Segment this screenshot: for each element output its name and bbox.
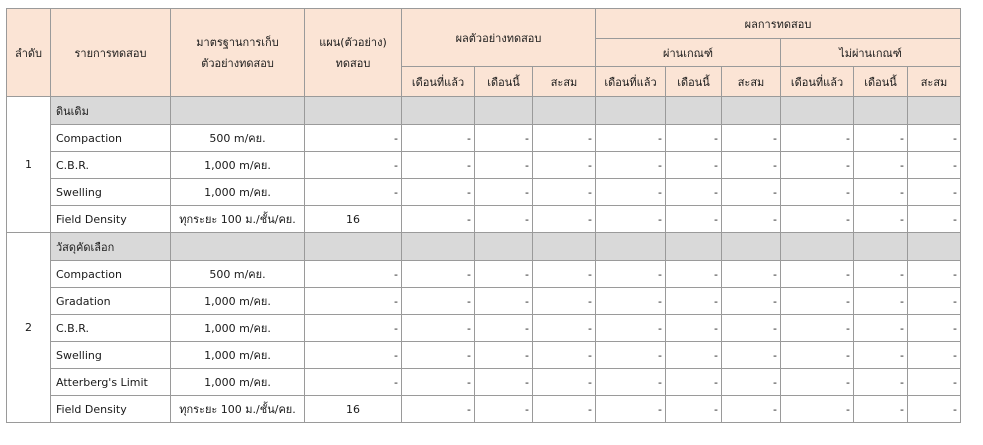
plan-value: -	[305, 179, 402, 206]
result-value: -	[854, 288, 908, 315]
plan-value: -	[305, 369, 402, 396]
result-value: -	[402, 342, 475, 369]
result-value: -	[854, 342, 908, 369]
result-value: -	[402, 206, 475, 233]
result-value: -	[854, 369, 908, 396]
header-sample-cumulative: สะสม	[533, 67, 596, 97]
table-row	[7, 206, 961, 233]
table-row	[7, 125, 961, 152]
group-number: 2	[7, 233, 51, 423]
result-value: -	[666, 342, 722, 369]
result-value: -	[908, 152, 961, 179]
result-value: -	[722, 288, 781, 315]
result-value: -	[666, 152, 722, 179]
test-item: Swelling	[51, 342, 171, 369]
sampling-standard: 500 m/คย.	[171, 261, 305, 288]
result-value: -	[722, 369, 781, 396]
table-row	[7, 261, 961, 288]
test-item: Swelling	[51, 179, 171, 206]
result-value: -	[475, 125, 533, 152]
result-value: -	[402, 396, 475, 423]
table-body	[7, 97, 961, 423]
sampling-standard: ทุกระยะ 100 ม./ชั้น/คย.	[171, 396, 305, 423]
test-item: Field Density	[51, 396, 171, 423]
group-header-cell	[854, 97, 908, 125]
group-header-cell	[908, 233, 961, 261]
result-value: -	[533, 315, 596, 342]
result-value: -	[596, 261, 666, 288]
sampling-standard: 1,000 m/คย.	[171, 315, 305, 342]
group-header-cell	[171, 233, 305, 261]
plan-value: -	[305, 288, 402, 315]
table-row	[7, 152, 961, 179]
result-value: -	[533, 288, 596, 315]
table-row	[7, 396, 961, 423]
result-value: -	[533, 125, 596, 152]
group-header-cell	[533, 97, 596, 125]
header-fail-cumulative: สะสม	[908, 67, 961, 97]
result-value: -	[781, 206, 854, 233]
result-value: -	[533, 261, 596, 288]
header-pass-cumulative: สะสม	[722, 67, 781, 97]
result-value: -	[722, 152, 781, 179]
group-header-row	[7, 233, 961, 261]
result-value: -	[533, 396, 596, 423]
result-value: -	[666, 125, 722, 152]
table-row	[7, 179, 961, 206]
sampling-standard: 1,000 m/คย.	[171, 152, 305, 179]
plan-value: -	[305, 152, 402, 179]
result-value: -	[596, 206, 666, 233]
plan-value: 16	[305, 206, 402, 233]
plan-value: -	[305, 342, 402, 369]
test-item: Atterberg's Limit	[51, 369, 171, 396]
result-value: -	[666, 315, 722, 342]
result-value: -	[596, 152, 666, 179]
header-fail-this-month: เดือนนี้	[854, 67, 908, 97]
sampling-standard: 1,000 m/คย.	[171, 179, 305, 206]
group-header-cell	[402, 97, 475, 125]
group-header-cell	[533, 233, 596, 261]
result-value: -	[475, 179, 533, 206]
result-value: -	[666, 396, 722, 423]
sampling-standard: 1,000 m/คย.	[171, 288, 305, 315]
test-item: Gradation	[51, 288, 171, 315]
sampling-standard: 1,000 m/คย.	[171, 369, 305, 396]
header-pass-last-month: เดือนที่แล้ว	[596, 67, 666, 97]
result-value: -	[722, 396, 781, 423]
result-value: -	[402, 315, 475, 342]
header-pass-this-month: เดือนนี้	[666, 67, 722, 97]
header-sample-this-month: เดือนนี้	[475, 67, 533, 97]
result-value: -	[781, 288, 854, 315]
header-item: รายการทดสอบ	[51, 9, 171, 97]
result-value: -	[533, 342, 596, 369]
table-row	[7, 288, 961, 315]
result-value: -	[533, 179, 596, 206]
result-value: -	[596, 315, 666, 342]
result-value: -	[596, 125, 666, 152]
result-value: -	[908, 315, 961, 342]
result-value: -	[781, 125, 854, 152]
result-value: -	[596, 288, 666, 315]
result-value: -	[854, 261, 908, 288]
result-value: -	[533, 152, 596, 179]
group-title: ดินเดิม	[51, 97, 171, 125]
result-value: -	[781, 261, 854, 288]
result-value: -	[402, 152, 475, 179]
result-value: -	[722, 179, 781, 206]
result-value: -	[908, 288, 961, 315]
group-header-cell	[666, 233, 722, 261]
test-item: Field Density	[51, 206, 171, 233]
result-value: -	[596, 396, 666, 423]
header-sample-last-month: เดือนที่แล้ว	[402, 67, 475, 97]
result-value: -	[666, 179, 722, 206]
result-value: -	[402, 125, 475, 152]
group-header-cell	[475, 97, 533, 125]
result-value: -	[908, 369, 961, 396]
result-value: -	[854, 206, 908, 233]
group-header-cell	[475, 233, 533, 261]
result-value: -	[596, 179, 666, 206]
result-value: -	[854, 179, 908, 206]
test-item: Compaction	[51, 125, 171, 152]
result-value: -	[666, 206, 722, 233]
plan-value: 16	[305, 396, 402, 423]
result-value: -	[722, 261, 781, 288]
group-header-cell	[722, 97, 781, 125]
result-value: -	[722, 342, 781, 369]
result-value: -	[854, 152, 908, 179]
result-value: -	[908, 179, 961, 206]
plan-value: -	[305, 315, 402, 342]
group-header-cell	[305, 97, 402, 125]
result-value: -	[596, 369, 666, 396]
result-value: -	[908, 342, 961, 369]
result-value: -	[475, 342, 533, 369]
result-value: -	[908, 206, 961, 233]
result-value: -	[908, 261, 961, 288]
result-value: -	[781, 396, 854, 423]
header-fail-last-month: เดือนที่แล้ว	[781, 67, 854, 97]
sampling-standard: ทุกระยะ 100 ม./ชั้น/คย.	[171, 206, 305, 233]
result-value: -	[781, 179, 854, 206]
result-value: -	[475, 288, 533, 315]
group-header-cell	[781, 97, 854, 125]
result-value: -	[854, 125, 908, 152]
header-standard: มาตรฐานการเก็บ ตัวอย่างทดสอบ	[171, 9, 305, 97]
result-value: -	[475, 396, 533, 423]
result-value: -	[402, 179, 475, 206]
result-value: -	[475, 369, 533, 396]
test-item: C.B.R.	[51, 315, 171, 342]
group-header-row	[7, 97, 961, 125]
result-value: -	[666, 369, 722, 396]
sampling-standard: 500 m/คย.	[171, 125, 305, 152]
group-header-cell	[596, 97, 666, 125]
header-fail: ไม่ผ่านเกณฑ์	[781, 39, 961, 67]
test-item: Compaction	[51, 261, 171, 288]
result-value: -	[722, 315, 781, 342]
result-value: -	[666, 261, 722, 288]
header-sample-results: ผลตัวอย่างทดสอบ	[402, 9, 596, 67]
header-no: ลำดับ	[7, 9, 51, 97]
result-value: -	[722, 206, 781, 233]
result-value: -	[908, 396, 961, 423]
result-value: -	[854, 315, 908, 342]
table-row	[7, 369, 961, 396]
result-value: -	[402, 369, 475, 396]
plan-value: -	[305, 261, 402, 288]
group-number: 1	[7, 97, 51, 233]
group-header-cell	[305, 233, 402, 261]
header-pass: ผ่านเกณฑ์	[596, 39, 781, 67]
test-results-table	[6, 8, 961, 423]
group-header-cell	[908, 97, 961, 125]
result-value: -	[908, 125, 961, 152]
result-value: -	[402, 288, 475, 315]
group-header-cell	[722, 233, 781, 261]
result-value: -	[533, 369, 596, 396]
result-value: -	[781, 342, 854, 369]
group-header-cell	[171, 97, 305, 125]
group-header-cell	[854, 233, 908, 261]
result-value: -	[854, 396, 908, 423]
table-row	[7, 342, 961, 369]
plan-value: -	[305, 125, 402, 152]
group-header-cell	[402, 233, 475, 261]
result-value: -	[475, 152, 533, 179]
sampling-standard: 1,000 m/คย.	[171, 342, 305, 369]
result-value: -	[781, 315, 854, 342]
table-row	[7, 315, 961, 342]
header-plan: แผน(ตัวอย่าง) ทดสอบ	[305, 9, 402, 97]
result-value: -	[666, 288, 722, 315]
result-value: -	[402, 261, 475, 288]
result-value: -	[596, 342, 666, 369]
result-value: -	[475, 315, 533, 342]
result-value: -	[722, 125, 781, 152]
result-value: -	[475, 206, 533, 233]
result-value: -	[533, 206, 596, 233]
group-header-cell	[666, 97, 722, 125]
group-header-cell	[596, 233, 666, 261]
result-value: -	[781, 152, 854, 179]
group-header-cell	[781, 233, 854, 261]
result-value: -	[475, 261, 533, 288]
test-item: C.B.R.	[51, 152, 171, 179]
result-value: -	[781, 369, 854, 396]
group-title: วัสดุคัดเลือก	[51, 233, 171, 261]
header-test-results: ผลการทดสอบ	[596, 9, 961, 39]
